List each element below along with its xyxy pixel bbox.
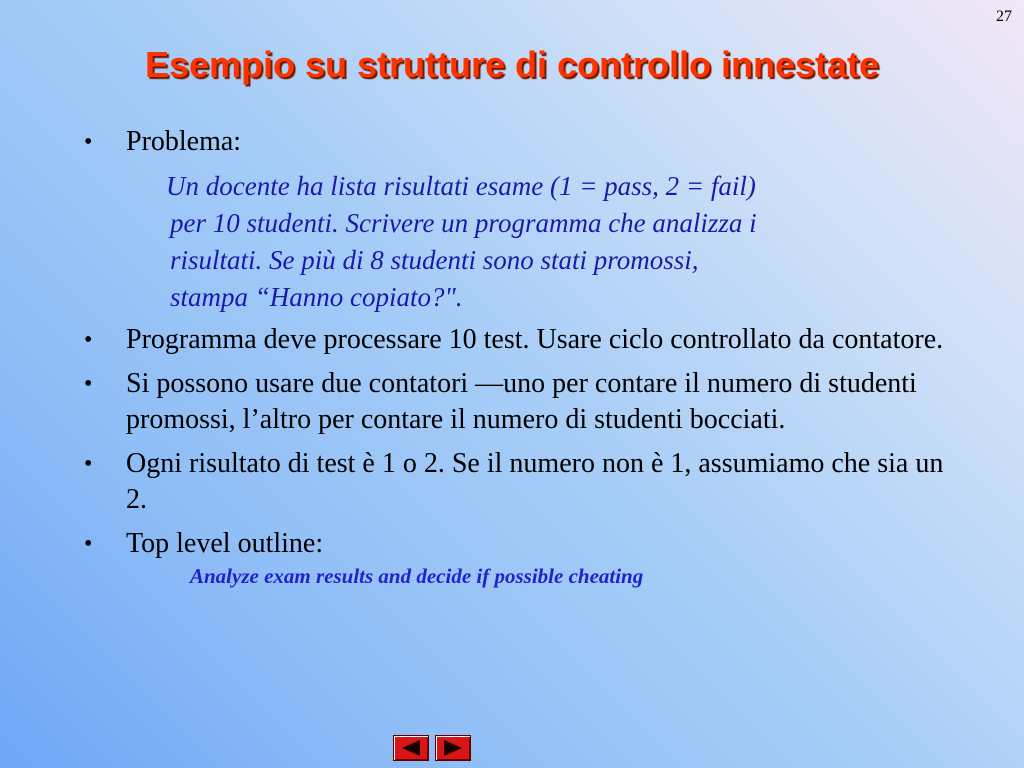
bullet-item bbox=[84, 526, 964, 562]
bullet-text: Problema: bbox=[126, 126, 242, 157]
bullet-icon: • bbox=[84, 327, 93, 353]
bullet-item bbox=[84, 322, 964, 358]
previous-slide-button[interactable] bbox=[393, 735, 429, 761]
next-slide-button[interactable] bbox=[435, 735, 471, 761]
bullet-icon: • bbox=[84, 531, 93, 557]
bullet-item bbox=[84, 366, 964, 438]
slide-number: 27 bbox=[996, 8, 1012, 25]
bullet-icon: • bbox=[84, 129, 93, 155]
bullet-text: Si possono usare due contatori —uno per contare il numero di studenti promossi, l’altro per contare il numero di studenti bocciati. bbox=[126, 368, 917, 435]
outline-text: Analyze exam results and decide if possible cheating bbox=[190, 564, 644, 588]
bullet-text: Ogni risultato di test è 1 o 2. Se il numero non è 1, assumiamo che sia un 2. bbox=[126, 448, 944, 515]
problem-line: Un docente ha lista risultati esame (1 = pass, 2 = fail) bbox=[166, 171, 756, 201]
problem-statement bbox=[166, 168, 940, 316]
bullet-icon: • bbox=[84, 371, 93, 397]
left-arrow-icon bbox=[400, 739, 422, 757]
right-arrow-icon bbox=[442, 739, 464, 757]
slide-content bbox=[84, 124, 964, 589]
bullet-item bbox=[84, 446, 964, 518]
problem-line: risultati. Se più di 8 studenti sono stati promossi, bbox=[170, 245, 699, 275]
bullet-icon: • bbox=[84, 451, 93, 477]
bullet-text: Top level outline: bbox=[126, 528, 324, 559]
bullet-text: Programma deve processare 10 test. Usare ciclo controllato da contatore. bbox=[126, 324, 944, 355]
slide-navigation bbox=[393, 735, 471, 761]
slide-title: Esempio su strutture di controllo innestate bbox=[144, 44, 880, 85]
bullet-item bbox=[84, 124, 964, 160]
problem-line: per 10 studenti. Scrivere un programma che analizza i bbox=[170, 208, 757, 238]
problem-line: stampa “Hanno copiato?". bbox=[170, 282, 463, 312]
